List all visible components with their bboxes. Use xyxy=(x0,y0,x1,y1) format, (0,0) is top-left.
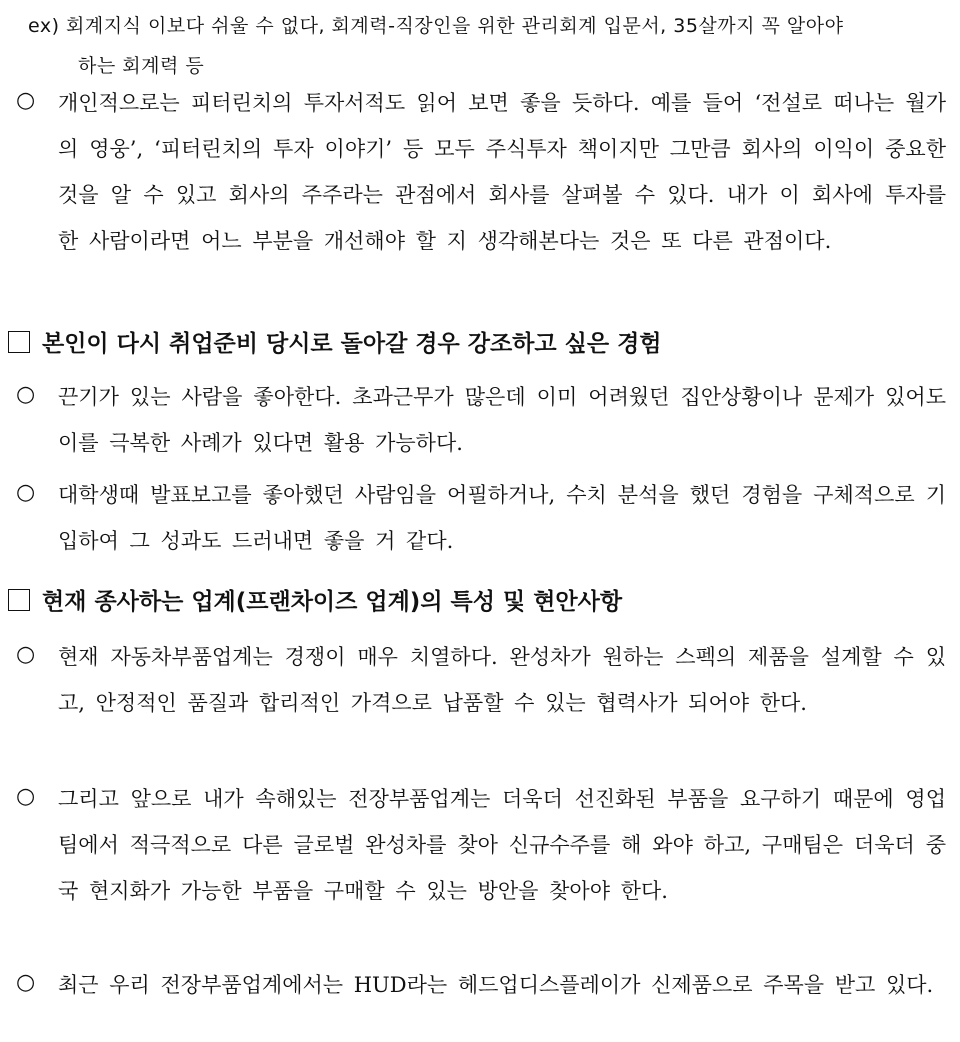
example-books-line xyxy=(28,6,958,86)
section-title: 본인이 다시 취업준비 당시로 돌아갈 경우 강조하고 싶은 경험 xyxy=(42,331,662,357)
section-title: 현재 종사하는 업계(프랜차이즈 업계)의 특성 및 현안사항 xyxy=(42,589,623,615)
checkbox-square-icon xyxy=(8,331,30,353)
bullet-circle: ○ xyxy=(16,642,36,667)
bullet-circle: ○ xyxy=(16,480,36,505)
list-item-text: 현재 자동차부품업계는 경쟁이 매우 치열하다. 완성차가 원하는 스펙의 제품을 설계할 수 있고, 안정적인 품질과 합리적인 가격으로 납품할 수 있는 협력사가 되어야 한다. xyxy=(58,645,946,715)
example-line-2: 하는 회계력 등 xyxy=(78,55,205,77)
bullet-circle: ○ xyxy=(16,970,36,995)
section-heading xyxy=(8,582,958,622)
list-item-text: 대학생때 발표보고를 좋아했던 사람임을 어필하거나, 수치 분석을 했던 경험을 구체적으로 기입하여 그 성과도 드러내면 좋을 거 같다. xyxy=(58,483,946,553)
list-item-text: 최근 우리 전장부품업계에서는 HUD라는 헤드업디스플레이가 신제품으로 주목을 받고 있다. xyxy=(58,973,934,997)
list-item-text: 끈기가 있는 사람을 좋아한다. 초과근무가 많은데 이미 어려웠던 집안상황이나 문제가 있어도 이를 극복한 사례가 있다면 활용 가능하다. xyxy=(58,385,946,455)
list-item-text: 개인적으로는 피터린치의 투자서적도 읽어 보면 좋을 듯하다. 예를 들어 ‘전설로 떠나는 월가의 영웅’, ‘피터린치의 투자 이야기’ 등 모두 주식투자 책이지만 그만큼 회사의 이익이 중요한 것을 알 수 있고 회사의 주주라는 관점에서 회사를 살펴볼 수 있다. 내가 이 회사에 투자를 한 사람이라면 어느 부분을 개선해야 할 지 생각해본다는 것은 또 다른 관점이다. xyxy=(58,91,946,253)
example-line-1: ex) 회계지식 이보다 쉬울 수 없다, 회계력-직장인을 위한 관리회계 입문서, 35살까지 꼭 알아야 xyxy=(28,15,844,37)
bullet-circle: ○ xyxy=(16,382,36,407)
bullet-circle: ○ xyxy=(16,784,36,809)
bullet-circle: ○ xyxy=(16,88,36,113)
checkbox-square-icon xyxy=(8,589,30,611)
list-item-text: 그리고 앞으로 내가 속해있는 전장부품업계는 더욱더 선진화된 부품을 요구하기 때문에 영업팀에서 적극적으로 다른 글로벌 완성차를 찾아 신규수주를 해 와야 하고, 구매팀은 더욱더 중국 현지화가 가능한 부품을 구매할 수 있는 방안을 찾아야 한다. xyxy=(58,787,946,903)
section-heading xyxy=(8,324,958,364)
